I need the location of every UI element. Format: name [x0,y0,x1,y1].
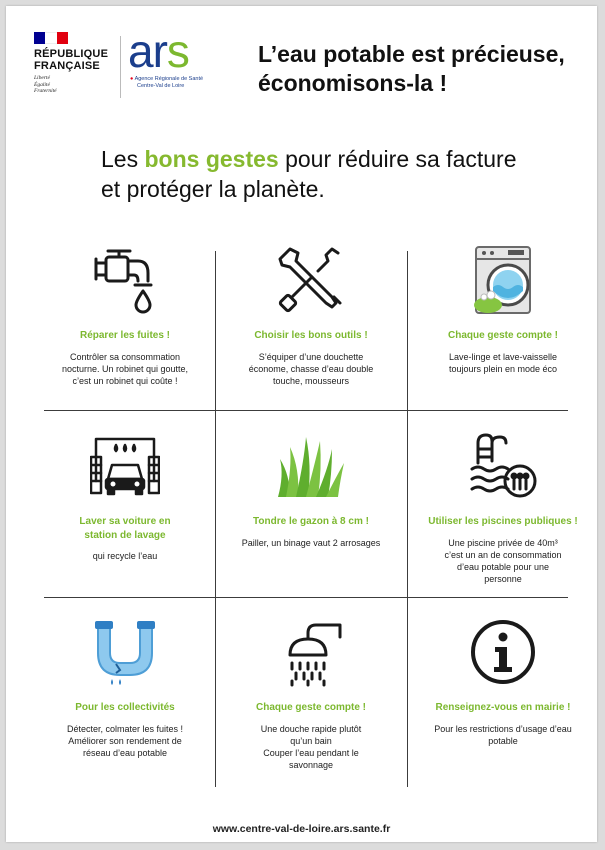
headline-line-2: économisons-la ! [258,70,448,96]
card-title-line: Pour les collectivités [75,702,175,713]
headline-line-1: L’eau potable est précieuse, [258,41,565,67]
card-title [422,515,584,529]
card-description [50,550,200,562]
card-desc-line: savonnage [288,760,334,770]
card-desc-line: c’est un an de consommation [444,550,562,560]
tip-card-municipalities [38,617,212,787]
card-title-line: Choisir les bons outils ! [254,330,368,341]
ars-dot-icon: ● [130,76,134,82]
tip-card-every-gesture [416,245,590,415]
card-desc-line: qu’un bain [290,736,332,746]
tips-grid [44,251,578,787]
tip-card-car-wash [38,431,212,601]
card-desc-line: nocturne. Un robinet qui goutte, [61,364,189,374]
card-desc-line: qui recycle l’eau [92,551,158,561]
french-flag-icon [34,32,68,44]
motto-line-3: Fraternité [34,88,57,94]
card-description [236,351,386,387]
card-desc-line: Une piscine privée de 40m³ [448,538,558,548]
card-title [44,515,206,543]
card-desc-line: potable [488,736,518,746]
card-description [428,723,578,747]
card-title-line: Réparer les fuites ! [79,330,171,341]
ars-letter-r: r [152,25,167,77]
card-desc-line: S’équiper d’une douchette [258,352,364,362]
tip-card-town-hall [416,617,590,787]
tip-card-fix-leaks [38,245,212,415]
leaking-pipe-icon [90,617,160,687]
card-title-line: Chaque geste compte ! [447,330,559,341]
card-desc-line: personne [484,574,522,584]
ars-letter-a: a [128,25,153,77]
motto-line-2: Égalité [34,81,50,88]
republique-line-2: FRANÇAISE [34,60,100,72]
card-title-line: Laver sa voiture en [79,516,171,527]
shower-icon [276,617,346,687]
card-desc-line: Détecter, colmater les fuites ! [66,724,184,734]
poster [6,6,597,842]
card-desc-line: Une douche rapide plutôt [260,724,362,734]
intro-text [101,144,571,204]
ars-subtitle-line-1: Agence Régionale de Santé [134,76,204,82]
intro-highlight: bons gestes [144,146,279,172]
card-description [428,351,578,375]
motto [34,75,114,95]
card-desc-line: réseau d’eau potable [82,748,168,758]
card-title [422,701,584,715]
card-description [236,537,386,549]
wrench-screwdriver-icon [276,245,346,315]
card-desc-line: d’eau potable pour une [456,562,550,572]
tip-card-quick-shower [224,617,398,787]
card-title [230,329,392,343]
card-desc-line: toujours plein en mode éco [448,364,558,374]
washing-machine-icon [468,245,538,315]
footer-url[interactable]: www.centre-val-de-loire.ars.sante.fr [212,823,391,835]
card-desc-line: c’est un robinet qui coûte ! [72,376,178,386]
info-icon [468,617,538,687]
tip-card-public-pools [416,431,590,601]
card-desc-line: Couper l’eau pendant le [263,748,359,758]
card-desc-line: Lave-linge et lave-vaisselle [448,352,558,362]
card-desc-line: économe, chasse d’eau double [248,364,374,374]
card-title [230,701,392,715]
card-title-line: station de lavage [84,530,166,541]
motto-line-1: Liberté [34,75,50,81]
intro-after: pour réduire sa facture [278,146,517,172]
ars-subtitle [130,76,203,90]
ars-logo [128,25,238,100]
republique-francaise-logo [34,32,114,95]
headline [258,40,598,98]
card-description [50,351,200,387]
card-title-line: Chaque geste compte ! [255,702,367,713]
grid-divider-v1 [215,251,216,787]
header-divider [120,36,121,98]
card-title [422,329,584,343]
card-description [236,723,386,771]
card-desc-line: Améliorer son rendement de [68,736,182,746]
tip-card-right-tools [224,245,398,415]
republique-line-1: RÉPUBLIQUE [34,48,109,60]
ars-subtitle-line-2: Centre-Val de Loire [137,83,185,89]
ars-wordmark [128,24,189,78]
card-title-line: Utiliser les piscines publiques ! [428,516,578,527]
intro-before: Les [101,146,145,172]
ars-letter-s: s [166,25,189,77]
card-title [44,329,206,343]
tip-card-mow-lawn [224,431,398,601]
intro-line-2: et protéger la planète. [101,176,325,202]
card-description [428,537,578,585]
card-desc-line: Contrôler sa consommation [69,352,181,362]
car-wash-icon [90,431,160,501]
republique-francaise-name [34,48,114,72]
swimming-pool-icon [468,431,538,501]
card-description [50,723,200,759]
grass-icon [276,431,346,501]
card-desc-line: Pour les restrictions d’usage d’eau [434,724,572,734]
dripping-faucet-icon [90,245,160,315]
card-desc-line: touche, mousseurs [272,376,350,386]
card-title-line: Renseignez-vous en mairie ! [435,702,571,713]
card-desc-line: Pailler, un binage vaut 2 arrosages [241,538,381,548]
card-title [230,515,392,529]
grid-divider-v2 [407,251,408,787]
card-title [44,701,206,715]
card-title-line: Tondre le gazon à 8 cm ! [253,516,369,527]
